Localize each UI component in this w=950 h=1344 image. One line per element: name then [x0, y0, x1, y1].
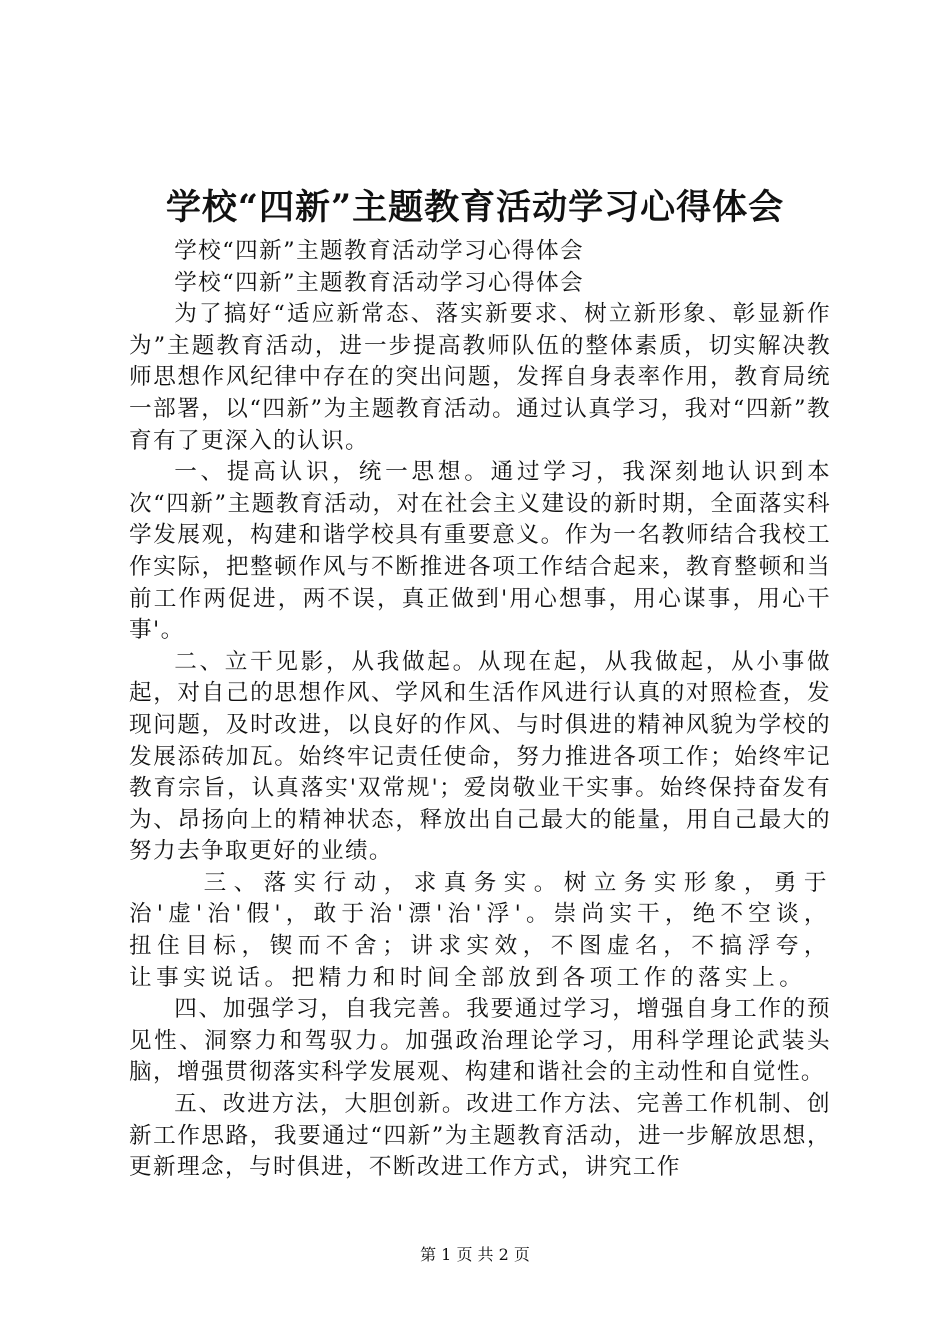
document-body — [129, 236, 831, 1184]
document-title: 学校“四新”主题教育活动学习心得体会 — [165, 187, 785, 228]
paragraph-section-3: 三、落实行动，求真务实。树立务实形象，勇于治'虚'治'假'，敢于治'漂'治'浮'。崇尚实干，绝不空谈，扭住目标，锲而不舍；讲求实效，不图虚名，不搞浮夸，让事实说话。把精力和时间全部放到各项工作的落实上。 — [129, 869, 831, 991]
paragraph-section-5: 五、改进方法，大胆创新。改进工作方法、完善工作机制、创新工作思路，我要通过“四新”为主题教育活动，进一步解放思想，更新理念，与时俱进，不断改进工作方式，讲究工作 — [129, 1091, 831, 1181]
paragraph-section-4: 四、加强学习，自我完善。我要通过学习，增强自身工作的预见性、洞察力和驾驭力。加强政治理论学习，用科学理论武装头脑，增强贯彻落实科学发展观、构建和谐社会的主动性和自觉性。 — [129, 996, 831, 1086]
paragraph-section-2: 二、立干见影，从我做起。从现在起，从我做起，从小事做起，对自己的思想作风、学风和生活作风进行认真的对照检查，发现问题，及时改进，以良好的作风、与时俱进的精神风貌为学校的发展添砖加瓦。始终牢记责任使命，努力推进各项工作；始终牢记教育宗旨，认真落实'双常规'；爱岗敬业干实事。始终保持奋发有为、昂扬向上的精神状态，释放出自己最大的能量，用自己最大的努力去争取更好的业绩。 — [129, 648, 831, 865]
paragraph-intro: 为了搞好“适应新常态、落实新要求、树立新形象、彰显新作为”主题教育活动，进一步提高教师队伍的整体素质，切实解决教师思想作风纪律中存在的突出问题，发挥自身表率作用，教育局统一部署，以“四新”为主题教育活动。通过认真学习，我对“四新”教育有了更深入的认识。 — [129, 301, 831, 454]
page-footer: 第 1 页 共 2 页 — [420, 1245, 530, 1264]
subtitle-line-1: 学校“四新”主题教育活动学习心得体会 — [174, 238, 584, 264]
paragraph-section-1: 一、提高认识，统一思想。通过学习，我深刻地认识到本次“四新”主题教育活动，对在社会主义建设的新时期，全面落实科学发展观，构建和谐学校具有重要意义。作为一名教师结合我校工作实际，把整顿作风与不断推进各项工作结合起来，教育整顿和当前工作两促进，两不误，真正做到'用心想事，用心谋事，用心干事'。 — [129, 459, 831, 644]
subtitle-line-2: 学校“四新”主题教育活动学习心得体会 — [174, 269, 584, 296]
